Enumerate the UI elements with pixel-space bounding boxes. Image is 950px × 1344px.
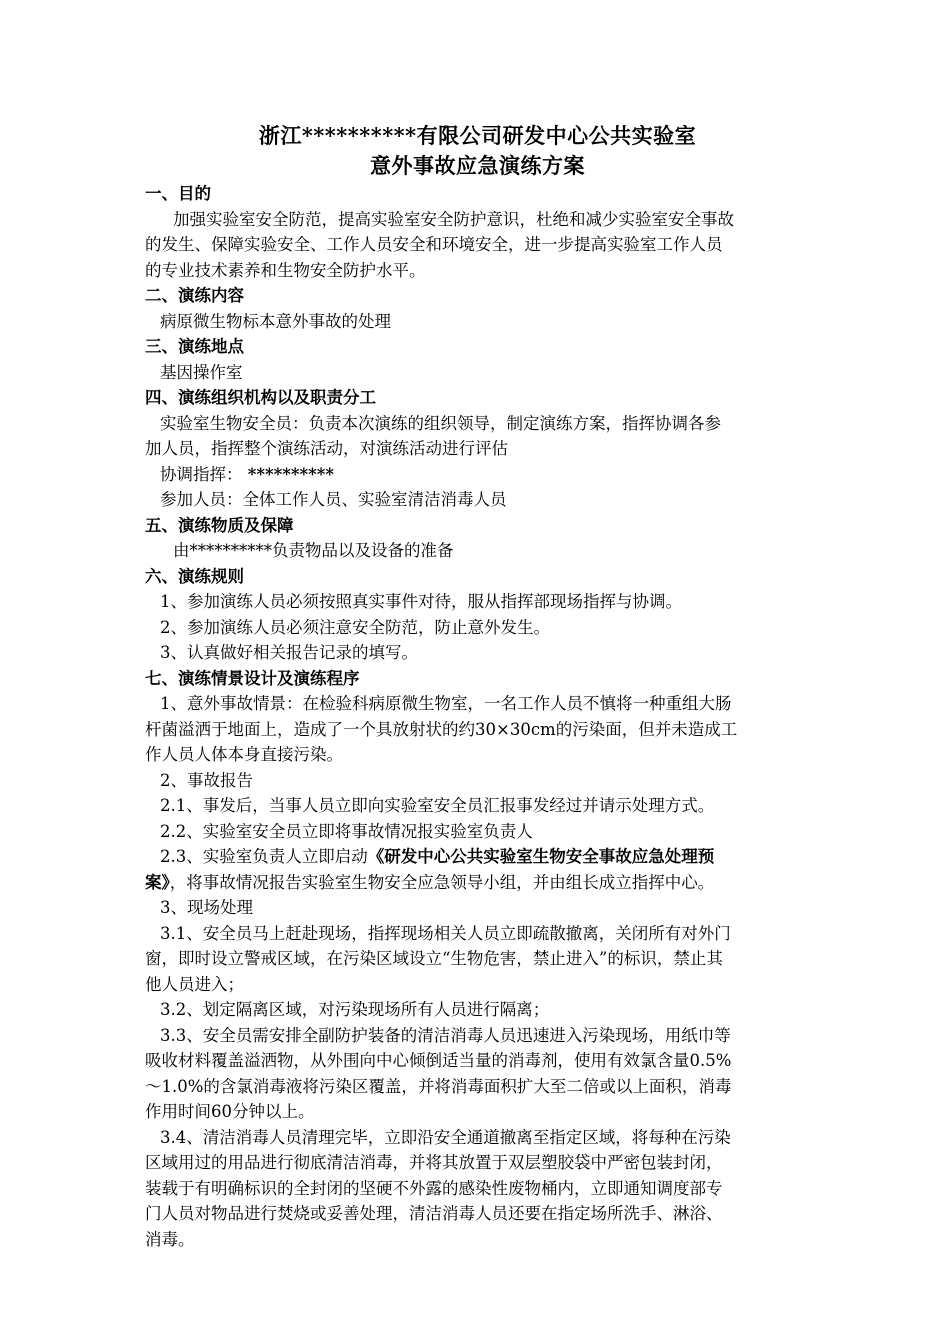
- site-step-3-2: 3.2、划定隔离区域，对污染现场所有人员进行隔离；: [160, 1000, 550, 1019]
- purpose-line-2: 的发生、保障实验安全、工作人员安全和环境安全，进一步提高实验室工作人员: [145, 235, 723, 254]
- materials-text: 由**********负责物品以及设备的准备: [173, 541, 454, 560]
- coordinator-label: 协调指挥：: [160, 464, 243, 484]
- content-text: 病原微生物标本意外事故的处理: [160, 311, 391, 331]
- section-heading-organization: 四、演练组织机构以及职责分工: [145, 388, 376, 407]
- site-step-3-1-line-2: 窗，即时设立警戒区域，在污染区域设立“生物危害，禁止进入”的标识，禁止其: [145, 949, 723, 968]
- site-step-3-3-line-2: 吸收材料覆盖溢洒物，从外围向中心倾倒适当量的消毒剂，使用有效氯含量0.5%: [145, 1051, 732, 1070]
- organization-line-2: 加人员，指挥整个演练活动，对演练活动进行评估: [145, 439, 508, 458]
- section-heading-content: 二、演练内容: [145, 286, 244, 305]
- scenario-line-1: 1、意外事故情景：在检验科病原微生物室，一名工作人员不慎将一种重组大肠: [160, 694, 732, 713]
- organization-line-1: 实验室生物安全员：负责本次演练的组织领导，制定演练方案，指挥协调各参: [160, 413, 721, 433]
- site-handling-heading: 3、现场处理: [160, 898, 253, 917]
- purpose-line-3: 的专业技术素养和生物安全防护水平。: [145, 260, 426, 280]
- site-step-3-4-line-2: 区域用过的用品进行彻底清洁消毒，并将其放置于双层塑胶袋中严密包装封闭，: [145, 1153, 723, 1172]
- report-step-2-3-line-2: [145, 870, 810, 896]
- site-step-3-4-line-5: 消毒。: [145, 1229, 195, 1249]
- section-heading-location: 三、演练地点: [145, 337, 244, 356]
- document-title-line2: 意外事故应急演练方案: [370, 153, 585, 178]
- report-step-2-3-rest: ，将事故情况报告实验室生物安全应急领导小组，并由组长成立指挥中心。: [169, 872, 715, 892]
- section-heading-rules: 六、演练规则: [145, 566, 244, 586]
- rule-item-2: 2、参加演练人员必须注意安全防范，防止意外发生。: [160, 617, 550, 637]
- site-step-3-4-line-3: 装载于有明确标识的全封闭的坚硬不外露的感染性废物桶内，立即通知调度部专: [145, 1178, 723, 1198]
- report-step-2-3-prefix: 2.3、实验室负责人立即启动: [160, 847, 368, 866]
- section-heading-materials: 五、演练物质及保障: [145, 515, 294, 535]
- document-page: [145, 121, 810, 1252]
- emergency-plan-title-part-2: 案》: [145, 872, 170, 892]
- scenario-line-3: 作人员人体本身直接污染。: [145, 745, 343, 764]
- rule-item-1: 1、参加演练人员必须按照真实事件对待，服从指挥部现场指挥与协调。: [160, 592, 682, 611]
- site-step-3-3-line-1: 3.3、安全员需安排全副防护装备的清洁消毒人员迅速进入污染现场，用纸巾等: [160, 1025, 731, 1045]
- rule-item-3: 3、认真做好相关报告记录的填写。: [160, 643, 418, 662]
- purpose-line-1: 加强实验室安全防范，提高实验室安全防护意识，杜绝和减少实验室安全事故: [173, 209, 734, 229]
- location-text: 基因操作室: [160, 362, 243, 382]
- emergency-plan-title-part-1: 《研发中心公共实验室生物安全事故应急处理预: [367, 847, 715, 866]
- report-step-2-3-line-1: [145, 844, 810, 870]
- site-step-3-1-line-1: 3.1、安全员马上赶赴现场，指挥现场相关人员立即疏散撤离，关闭所有对外门: [160, 923, 731, 943]
- section-heading-purpose: 一、目的: [145, 184, 211, 203]
- participants-line: 参加人员：全体工作人员、实验室清洁消毒人员: [160, 490, 507, 509]
- site-step-3-4-line-4: 门人员对物品进行焚烧或妥善处理，清洁消毒人员还要在指定场所洗手、淋浴、: [145, 1204, 723, 1223]
- site-step-3-4-line-1: 3.4、清洁消毒人员清理完毕，立即沿安全通道撤离至指定区域，将每种在污染: [160, 1127, 731, 1147]
- report-step-2-2: 2.2、实验室安全员立即将事故情况报实验室负责人: [160, 821, 533, 841]
- site-step-3-3-line-4: 作用时间60分钟以上。: [145, 1102, 315, 1121]
- site-step-3-3-line-3: ～1.0%的含氯消毒液将污染区覆盖，并将消毒面积扩大至二倍或以上面积，消毒: [145, 1076, 732, 1096]
- document-title-line1: 浙江**********有限公司研发中心公共实验室: [258, 123, 697, 148]
- coordinator-line: [145, 462, 810, 488]
- scenario-line-2: 杆菌溢洒于地面上，造成了一个具放射状的约30×30cm的污染面，但并未造成工: [145, 719, 738, 739]
- report-heading: 2、事故报告: [160, 770, 253, 790]
- site-step-3-1-line-3: 他人员进入；: [145, 974, 244, 994]
- report-step-2-1: 2.1、事发后，当事人员立即向实验室安全员汇报事发经过并请示处理方式。: [160, 796, 715, 815]
- section-heading-procedure: 七、演练情景设计及演练程序: [145, 668, 360, 688]
- coordinator-value: **********: [247, 464, 335, 484]
